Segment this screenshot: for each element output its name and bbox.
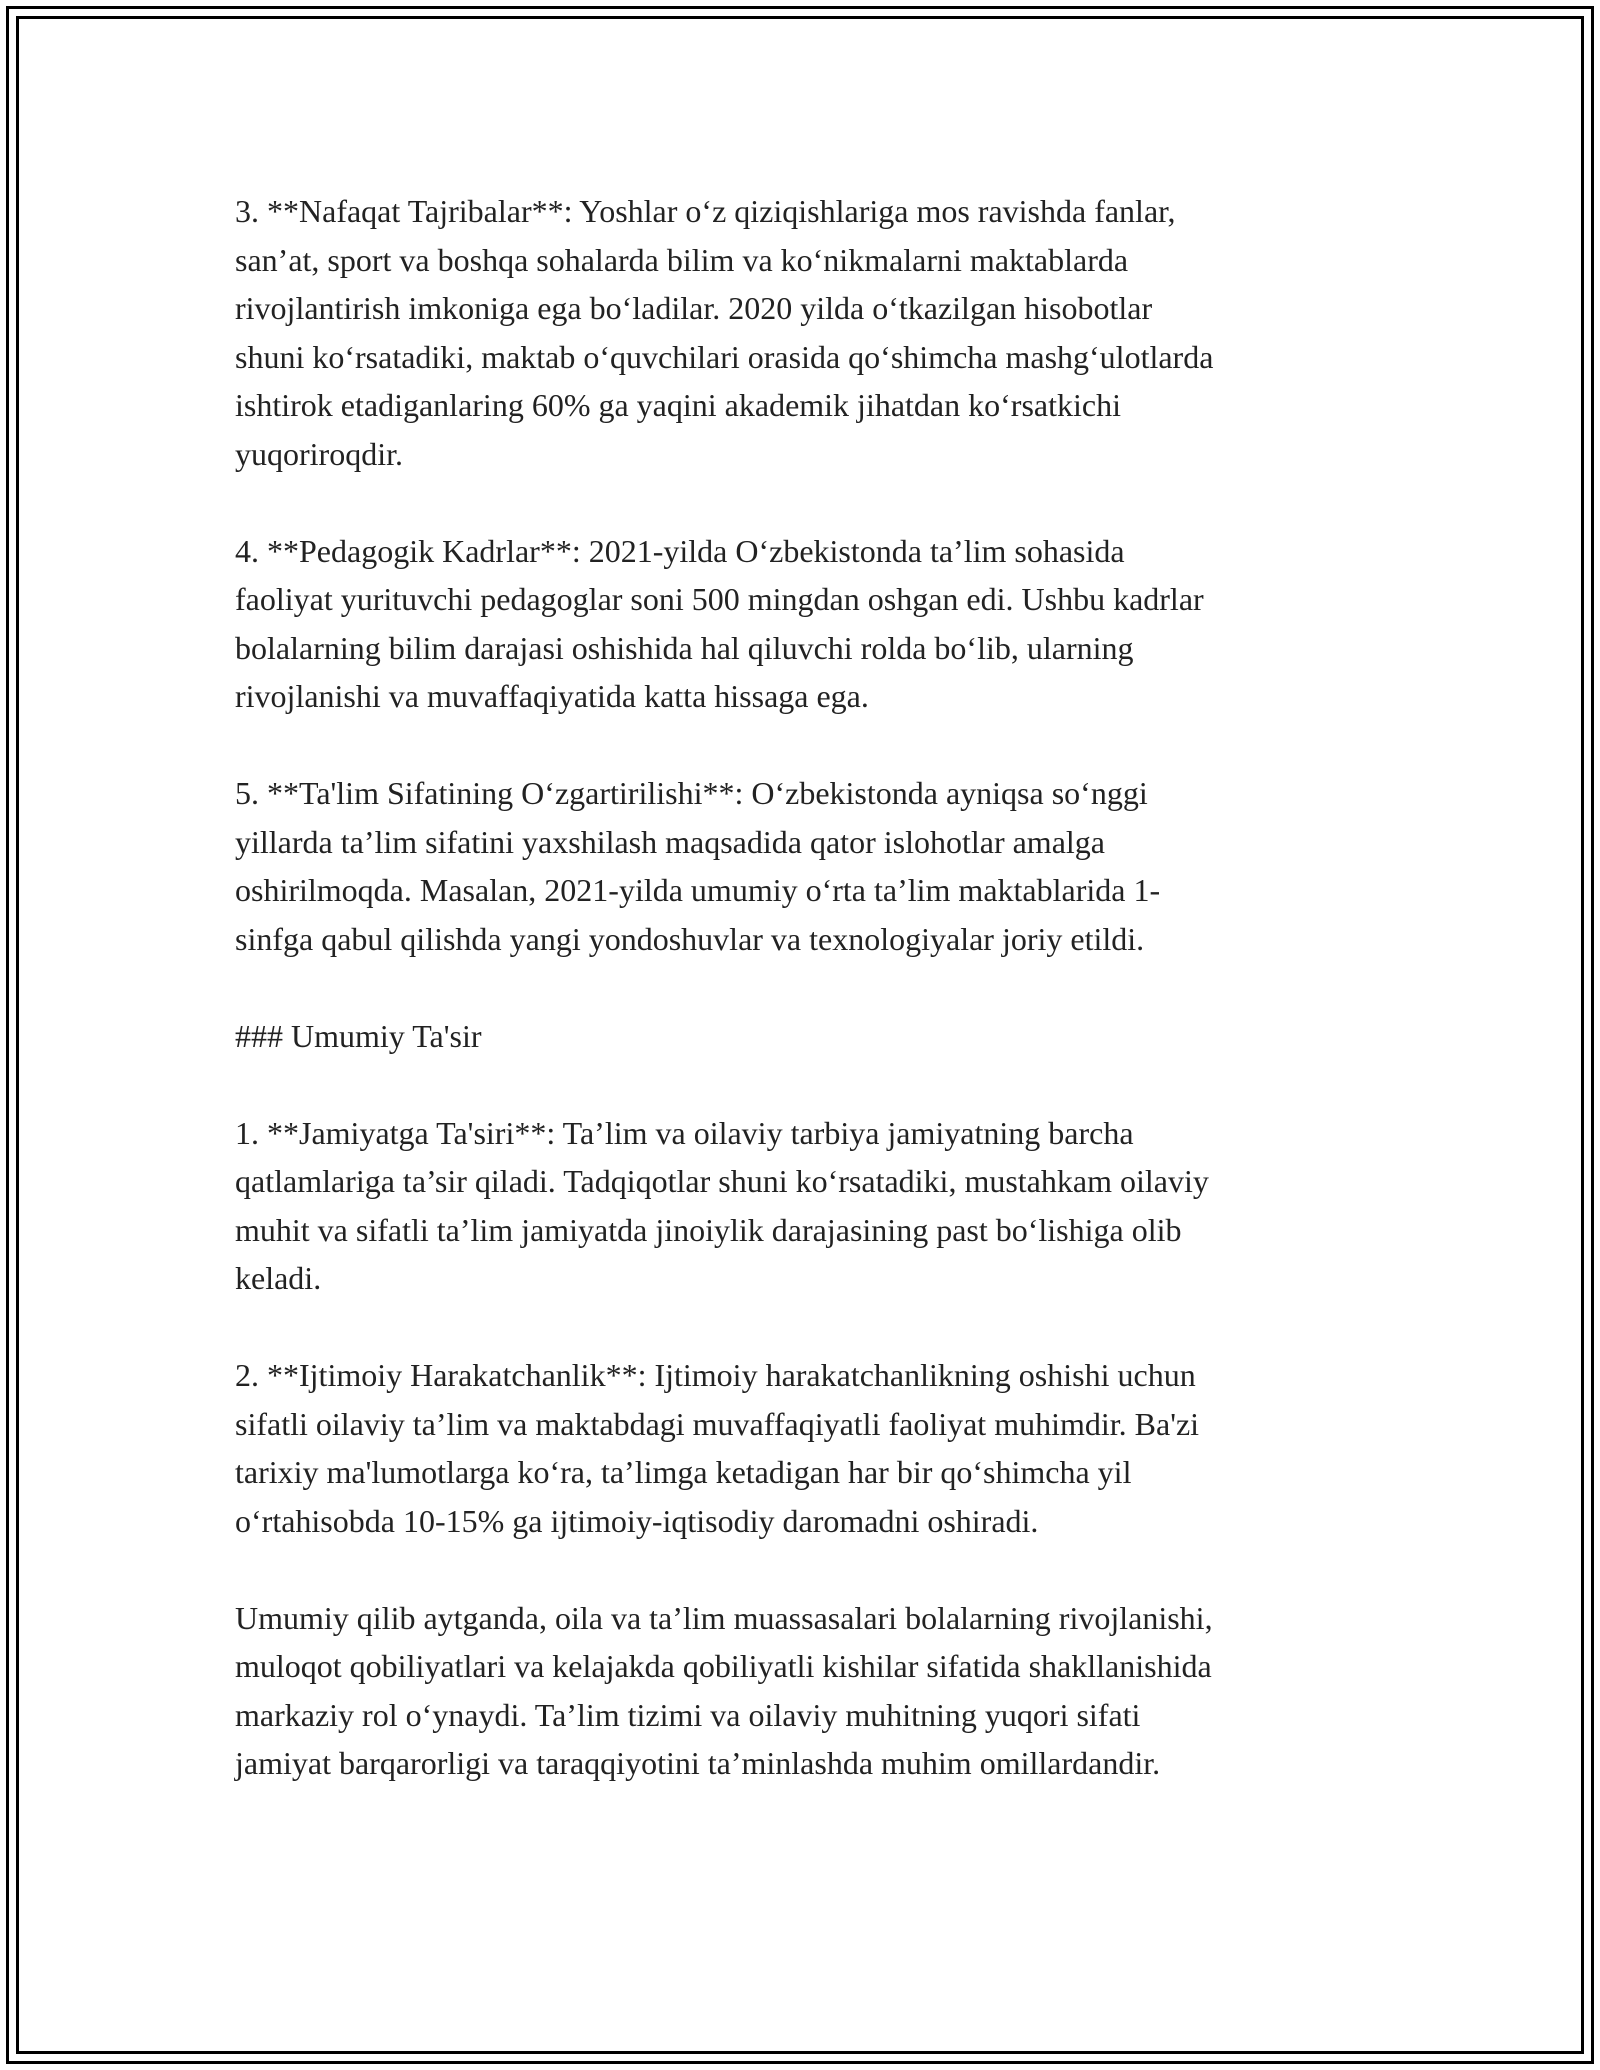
paragraph-ijtimoiy-harakatchanlik: 2. **Ijtimoiy Harakatchanlik**: Ijtimoiy harakatchanlikning oshishi uchun sifatli oilaviy ta’lim va maktabdagi muvaffaqiyatli faoliyat muhimdir. Ba'zi tarixiy ma'lumotlarga ko‘ra, ta’limga ketadigan har bir qo‘shimcha yil o‘rtahisobda 10-15% ga ijtimoiy-iqtisodiy daromadni oshiradi. — [235, 1357, 1200, 1539]
paragraph-pedagogik-kadrlar: 4. **Pedagogik Kadrlar**: 2021-yilda O‘zbekistonda ta’lim sohasida faoliyat yurituvchi pedagoglar soni 500 mingdan oshgan edi. Ushbu kadrlar bolalarning bilim darajasi oshishida hal qiluvchi rolda bo‘lib, ularning rivojlanishi va muvaffaqiyatida katta hissaga ega. — [235, 532, 1204, 714]
paragraph-nafaqat-tajribalar: 3. **Nafaqat Tajribalar**: Yoshlar o‘z qiziqishlariga mos ravishda fanlar, san’at, sport va boshqa sohalarda bilim va ko‘nikmalarni maktablarda rivojlantirish imkoniga ega bo‘ladilar. 2020 yilda o‘tkazilgan hisobotlar shuni ko‘rsatadiki, maktab o‘quvchilari orasida qo‘shimcha mashg‘ulotlarda ishtirok etadiganlaring 60% ga yaqini akademik jihatdan ko‘rsatkichi yuqoriroqdir. — [235, 193, 1214, 472]
document-body — [235, 187, 1370, 1836]
paragraph-conclusion: Umumiy qilib aytganda, oila va ta’lim muassasalari bolalarning rivojlanishi, muloqot qobiliyatlari va kelajakda qobiliyatli kishilar sifatida shakllanishida markaziy rol o‘ynaydi. Ta’lim tizimi va oilaviy muhitning yuqori sifati jamiyat barqarorligi va taraqqiyotini ta’minlashda muhim omillardandir. — [235, 1599, 1213, 1781]
section-heading-umumiy-tasir: ### Umumiy Ta'sir — [235, 1017, 482, 1054]
paragraph-talim-sifatining-ozgartirilishi: 5. **Ta'lim Sifatining O‘zgartirilishi**: O‘zbekistonda ayniqsa so‘nggi yillarda ta’lim sifatini yaxshilash maqsadida qator islohotlar amalga oshirilmoqda. Masalan, 2021-yilda umumiy o‘rta ta’lim maktablarida 1- sinfga qabul qilishda yangi yondoshuvlar va texnologiyalar joriy etildi. — [235, 775, 1161, 957]
paragraph-jamiyatga-tasiri: 1. **Jamiyatga Ta'siri**: Ta’lim va oilaviy tarbiya jamiyatning barcha qatlamlariga ta’sir qiladi. Tadqiqotlar shuni ko‘rsatadiki, mustahkam oilaviy muhit va sifatli ta’lim jamiyatda jinoiylik darajasining past bo‘lishiga olib keladi. — [235, 1114, 1209, 1296]
